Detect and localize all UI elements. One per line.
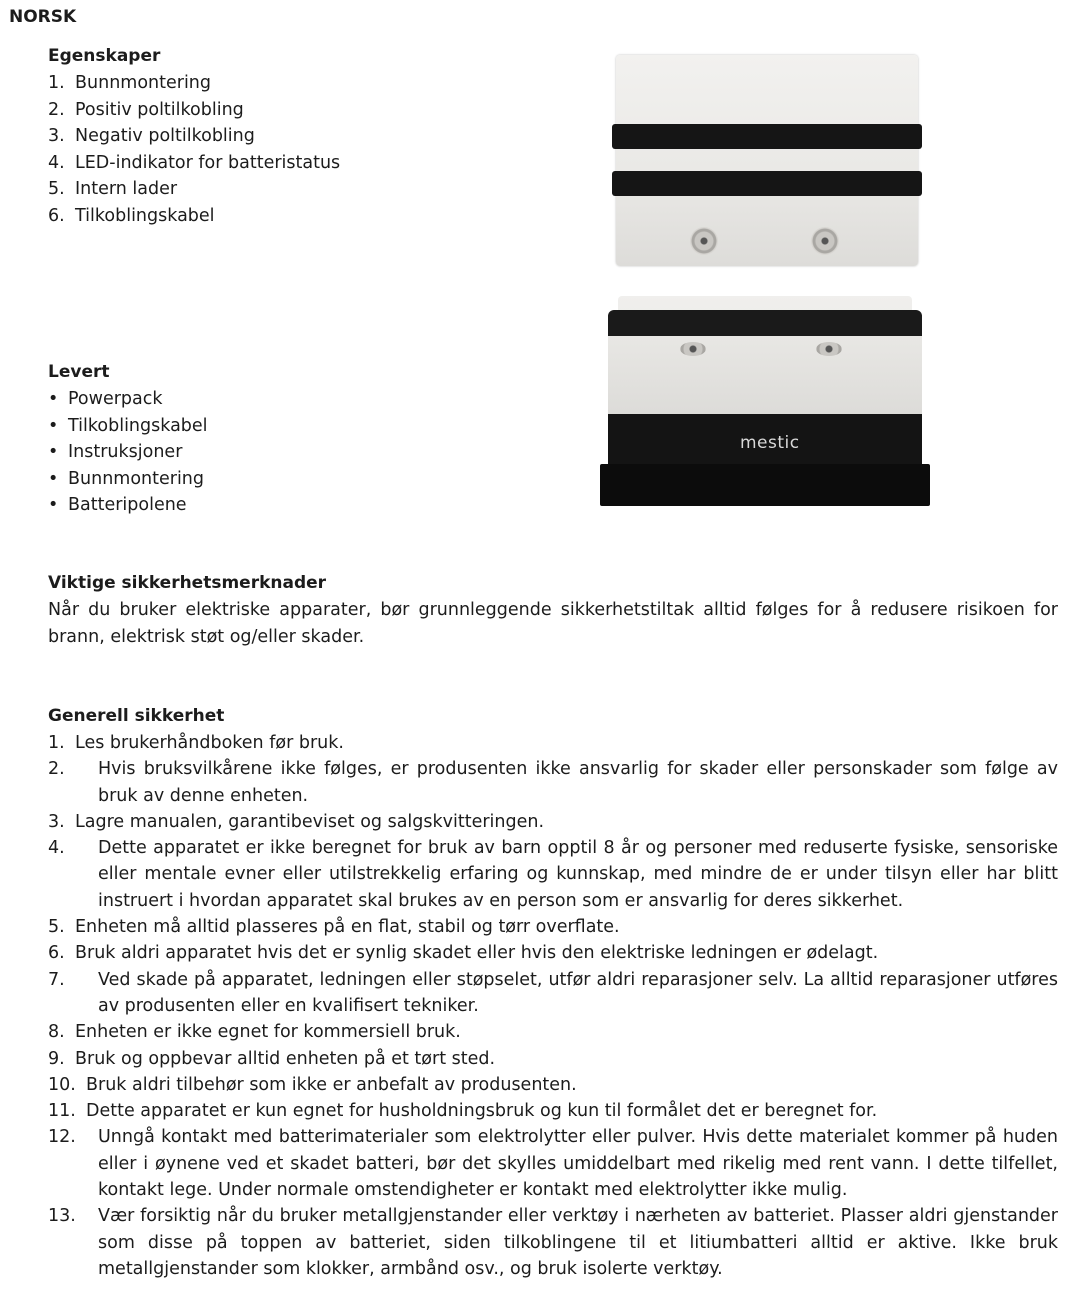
- safety-notes-text: Når du bruker elektriske apparater, bør grunnleggende sikkerhetstiltak alltid følges for å redusere risikoen for brann, elektrisk støt og/eller skader.: [48, 600, 1058, 647]
- list-item: • Batteripolene: [48, 495, 187, 516]
- list-item: 6. Tilkoblingskabel: [48, 205, 215, 226]
- list-item: 8. Enheten er ikke egnet for kommersiell bruk.: [48, 1022, 461, 1043]
- supplied-heading: Levert: [48, 362, 110, 382]
- features-list: [48, 70, 340, 230]
- list-item: 7. Ved skade på apparatet, ledningen eller støpselet, utfør aldri reparasjoner selv. La alltid reparasjoner utføres av produsenten eller en kvalifisert tekniker.: [48, 969, 1058, 1016]
- battery-pole-icon: [690, 227, 718, 255]
- strap-upper: [612, 124, 922, 149]
- general-safety-heading: Generell sikkerhet: [48, 706, 225, 726]
- list-item: 3. Lagre manualen, garantibeviset og salgskvitteringen.: [48, 811, 545, 832]
- battery-front-view-image: [600, 296, 930, 508]
- battery-base-mount: [600, 464, 930, 506]
- list-item: 13. Vær forsiktig når du bruker metallgjenstander eller verktøy i nærheten av batteriet. Plasser aldri gjenstander som disse på toppen av batteriet, siden tilkoblingene til et litiumbatteri alltid er aktive. Ikke bruk metallgjenstander som klokker, armbånd osv., og bruk isolerte verktøy.: [48, 1206, 1058, 1279]
- general-safety-list: [48, 730, 1058, 1282]
- battery-pole-icon: [811, 227, 839, 255]
- list-item: • Tilkoblingskabel: [48, 415, 208, 436]
- list-item: 10. Bruk aldri tilbehør som ikke er anbefalt av produsenten.: [48, 1074, 577, 1095]
- list-item: 2. Hvis bruksvilkårene ikke følges, er produsenten ikke ansvarlig for skader eller personskader som følge av bruk av denne enheten.: [48, 759, 1058, 806]
- supplied-list: [48, 386, 208, 519]
- features-heading: Egenskaper: [48, 46, 161, 66]
- list-item: 12. Unngå kontakt med batterimaterialer som elektrolytter eller pulver. Hvis dette materialet kommer på huden eller i øynene ved et skadet batteri, bør det skylles umiddelbart med rikelig med rent vann. I dette tilfellet, kontakt lege. Under normale omstendigheter er kontakt med elektrolytter ikke mulig.: [48, 1127, 1058, 1201]
- list-item: 11. Dette apparatet er kun egnet for husholdningsbruk og kun til formålet det er beregnet for.: [48, 1101, 878, 1122]
- language-label: NORSK: [9, 7, 77, 27]
- list-item: 5. Intern lader: [48, 179, 178, 200]
- list-item: 1. Les brukerhåndboken før bruk.: [48, 733, 344, 753]
- battery-pole-icon: [816, 342, 842, 356]
- list-item: 3. Negativ poltilkobling: [48, 126, 255, 147]
- list-item: 2. Positiv poltilkobling: [48, 99, 244, 120]
- list-item: • Instruksjoner: [48, 442, 183, 463]
- list-item: 5. Enheten må alltid plasseres på en flat, stabil og tørr overflate.: [48, 917, 620, 938]
- battery-top-view-image: [616, 55, 918, 266]
- brand-logo: mestic: [740, 433, 800, 453]
- safety-notes-heading: Viktige sikkerhetsmerknader: [48, 573, 327, 593]
- list-item: 1. Bunnmontering: [48, 73, 212, 93]
- list-item: 6. Bruk aldri apparatet hvis det er synlig skadet eller hvis den elektriske ledningen er ødelagt.: [48, 943, 879, 964]
- battery-face: [608, 336, 922, 418]
- list-item: 4. LED-indikator for batteristatus: [48, 152, 341, 173]
- list-item: • Powerpack: [48, 389, 163, 409]
- list-item: • Bunnmontering: [48, 468, 205, 489]
- strap-lower: [612, 171, 922, 196]
- list-item: 9. Bruk og oppbevar alltid enheten på et tørt sted.: [48, 1048, 496, 1069]
- list-item: 4. Dette apparatet er ikke beregnet for bruk av barn opptil 8 år og personer med reduserte fysiske, sensoriske eller mentale evner eller utilstrekkelig erfaring og kunnskap, med mindre de er under tilsyn eller har blitt instruert i hvordan apparatet skal brukes av en person som er ansvarlig for deres sikkerhet.: [48, 838, 1058, 911]
- battery-pole-icon: [680, 342, 706, 356]
